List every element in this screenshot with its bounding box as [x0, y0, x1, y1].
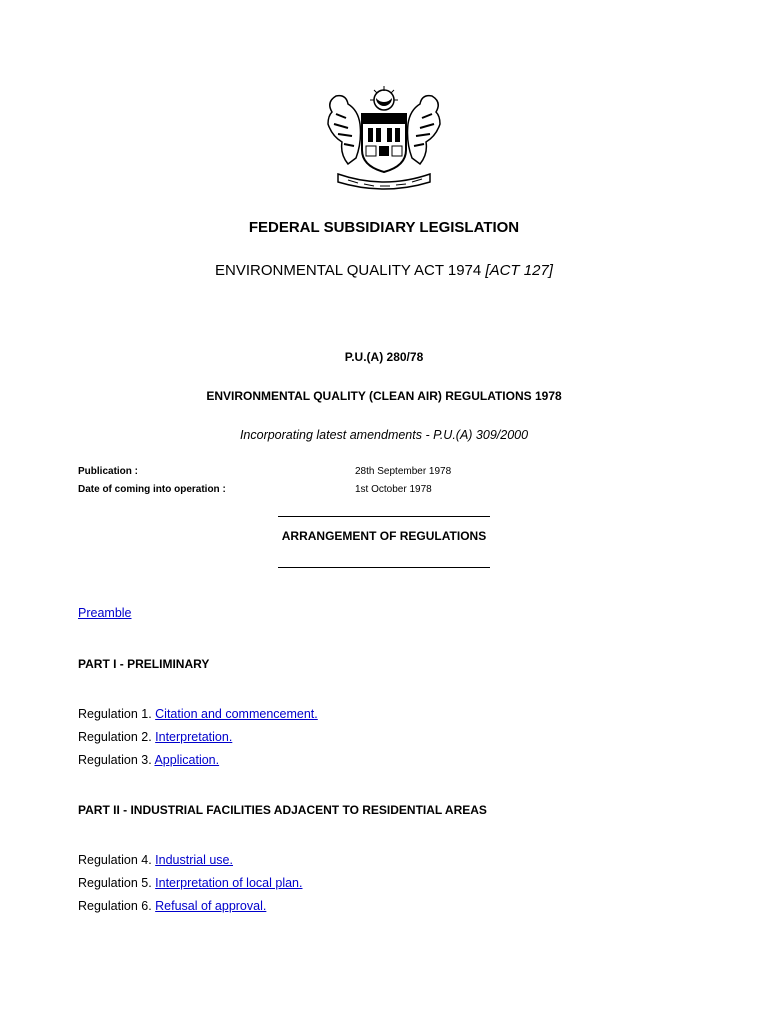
regulation-link[interactable]: Citation and commencement.	[155, 707, 318, 721]
regulation-number: Regulation 5.	[78, 876, 152, 890]
divider	[278, 567, 490, 568]
regulation-number: Regulation 4.	[78, 853, 152, 867]
part-heading: PART I - PRELIMINARY	[78, 657, 210, 671]
part-heading: PART II - INDUSTRIAL FACILITIES ADJACENT TO RESIDENTIAL AREAS	[78, 803, 487, 817]
regulation-link[interactable]: Refusal of approval.	[155, 899, 267, 913]
list-item	[78, 853, 233, 867]
operation-date-label: Date of coming into operation :	[78, 484, 226, 495]
pu-number: P.U.(A) 280/78	[344, 350, 424, 364]
regulation-link[interactable]: Industrial use.	[155, 853, 233, 867]
coat-of-arms-icon	[318, 84, 450, 192]
act-name: ENVIRONMENTAL QUALITY ACT 1974	[215, 262, 482, 279]
amendments-note: Incorporating latest amendments - P.U.(A) 309/2000	[239, 428, 529, 442]
list-item	[78, 876, 302, 890]
regulation-number: Regulation 1.	[78, 707, 152, 721]
regulation-link[interactable]: Application.	[154, 753, 220, 767]
list-item	[78, 707, 318, 721]
regulation-number: Regulation 3.	[78, 753, 152, 767]
regulation-number: Regulation 2.	[78, 730, 152, 744]
regulation-link[interactable]: Interpretation of local plan.	[155, 876, 303, 890]
arrangement-heading: ARRANGEMENT OF REGULATIONS	[281, 529, 487, 543]
regulations-title: ENVIRONMENTAL QUALITY (CLEAN AIR) REGULATIONS 1978	[206, 389, 562, 403]
preamble-link[interactable]: Preamble	[78, 606, 132, 620]
divider	[278, 516, 490, 517]
act-title	[0, 262, 768, 279]
regulation-link[interactable]: Interpretation.	[155, 730, 233, 744]
operation-date-value: 1st October 1978	[355, 484, 432, 495]
act-reference: [ACT 127]	[485, 262, 553, 279]
document-heading: FEDERAL SUBSIDIARY LEGISLATION	[248, 219, 520, 236]
publication-value: 28th September 1978	[355, 466, 452, 477]
publication-label: Publication :	[78, 466, 138, 477]
regulation-number: Regulation 6.	[78, 899, 152, 913]
list-item	[78, 753, 219, 767]
list-item	[78, 730, 232, 744]
list-item	[78, 899, 266, 913]
